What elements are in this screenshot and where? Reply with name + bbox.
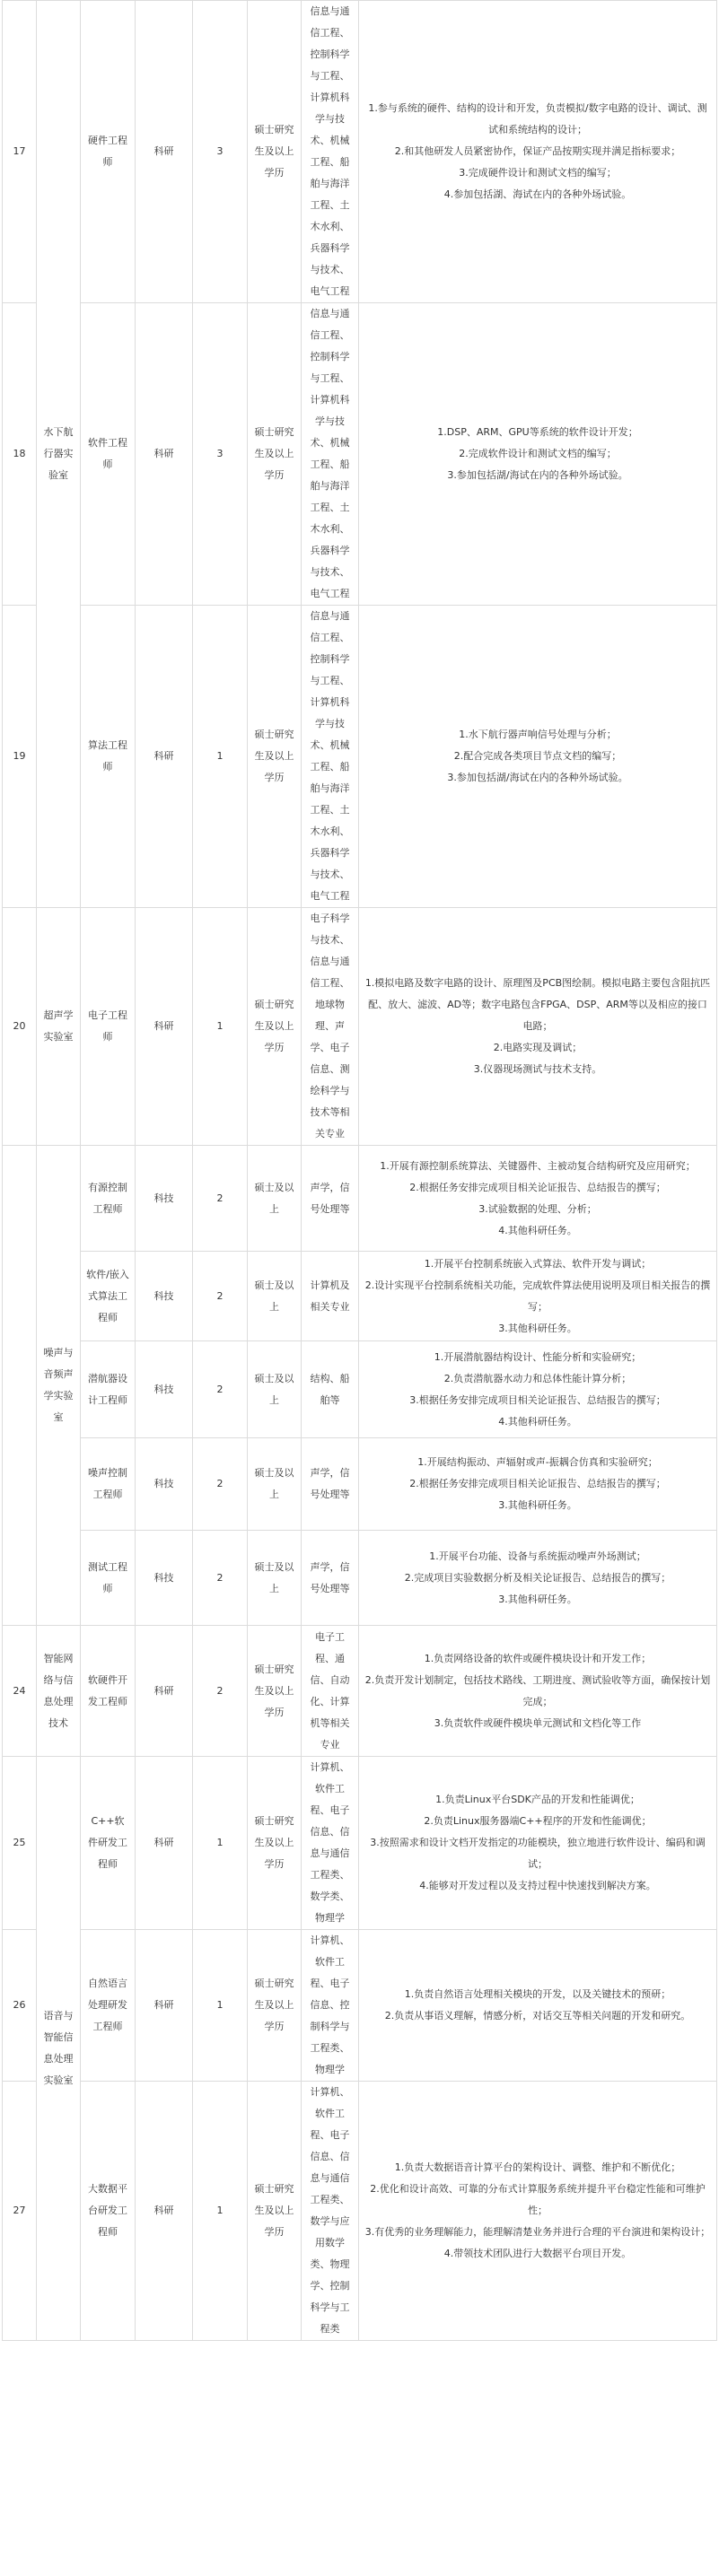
education-requirement: 硕士研究生及以上学历 <box>248 908 302 1146</box>
duty-item: 1.模拟电路及数字电路的设计、原理图及PCB图绘制。模拟电路主要包含阻抗匹配、放大、滤波、AD等；数字电路包含FPGA、DSP、ARM等以及相应的接口电路； <box>364 977 711 1032</box>
major-requirement: 声学，信号处理等 <box>302 1146 359 1252</box>
duty-item: 3.仪器现场测试与技术支持。 <box>473 1063 602 1075</box>
major-requirement: 计算机、软件工程、电子信息、控制科学与工程类、物理学 <box>302 1930 359 2082</box>
duty-item: 4.能够对开发过程以及支持过程中快速找到解决方案。 <box>419 1880 656 1891</box>
headcount: 1 <box>193 908 248 1146</box>
table-row <box>3 1252 717 1341</box>
position-name: C++软件研发工程师 <box>81 1757 136 1930</box>
lab-name: 超声学实验室 <box>37 908 81 1146</box>
position-type: 科研 <box>136 908 193 1146</box>
duty-item: 2.根据任务安排完成项目相关论证报告、总结报告的撰写； <box>409 1181 666 1193</box>
position-name: 噪声控制工程师 <box>81 1438 136 1531</box>
major-requirement: 信息与通信工程、控制科学与工程、计算机科学与技术、机械工程、船舶与海洋工程、土木水利、兵器科学与技术、电气工程 <box>302 1 359 303</box>
job-duties <box>359 1757 717 1930</box>
headcount: 1 <box>193 1757 248 1930</box>
job-duties <box>359 303 717 606</box>
duty-item: 2.负责开发计划制定，包括技术路线、工期进度、测试验收等方面，确保按计划完成； <box>364 1673 711 1707</box>
major-requirement: 结构、船舶等 <box>302 1341 359 1438</box>
duty-item: 4.带领技术团队进行大数据平台项目开发。 <box>443 2248 632 2259</box>
duty-item: 2.负责潜航器水动力和总体性能计算分析； <box>443 1372 632 1384</box>
duty-item: 1.开展潜航器结构设计、性能分析和实验研究； <box>434 1350 642 1363</box>
duty-item: 1.开展有源控制系统算法、关键器件、主被动复合结构研究及应用研究； <box>380 1159 696 1172</box>
job-duties <box>359 1252 717 1341</box>
job-duties <box>359 1930 717 2082</box>
row-number: 17 <box>3 1 37 303</box>
row-number: 27 <box>3 2082 37 2341</box>
duty-item: 3.其他科研任务。 <box>498 1322 577 1334</box>
position-type: 科技 <box>136 1531 193 1626</box>
row-number: 25 <box>3 1757 37 1930</box>
position-name: 潜航器设计工程师 <box>81 1341 136 1438</box>
education-requirement: 硕士及以上 <box>248 1341 302 1438</box>
position-name: 软件/嵌入式算法工程师 <box>81 1252 136 1341</box>
duty-item: 1.水下航行器声响信号处理与分析； <box>459 729 617 740</box>
duty-item: 1.开展平台功能、设备与系统振动噪声外场测试； <box>429 1550 646 1562</box>
position-name: 测试工程师 <box>81 1531 136 1626</box>
row-number: 26 <box>3 1930 37 2082</box>
table-row <box>3 1341 717 1438</box>
duty-item: 2.设计实现平台控制系统相关功能，完成软件算法使用说明及项目相关报告的撰写； <box>364 1279 711 1313</box>
position-type: 科研 <box>136 606 193 908</box>
position-name: 自然语言处理研发工程师 <box>81 1930 136 2082</box>
row-number: 24 <box>3 1626 37 1757</box>
duty-item: 3.有优秀的业务理解能力，能理解清楚业务并进行合理的平台演进和架构设计； <box>364 2226 711 2238</box>
education-requirement: 硕士研究生及以上学历 <box>248 1930 302 2082</box>
position-table <box>2 0 717 2341</box>
table-row <box>3 1 717 303</box>
education-requirement: 硕士及以上 <box>248 1438 302 1531</box>
duty-item: 3.其他科研任务。 <box>498 1593 577 1605</box>
position-name: 有源控制工程师 <box>81 1146 136 1252</box>
table-row <box>3 1626 717 1757</box>
duty-item: 2.优化和设计高效、可靠的分布式计算服务系统并提升平台稳定性能和可维护性； <box>370 2183 706 2216</box>
job-duties <box>359 1146 717 1252</box>
job-duties <box>359 2082 717 2341</box>
major-requirement: 计算机、软件工程、电子信息、信息与通信工程类、数学与应用数学类、物理学、控制科学与工程类 <box>302 2082 359 2341</box>
position-name: 软件工程师 <box>81 303 136 606</box>
education-requirement: 硕士研究生及以上学历 <box>248 2082 302 2341</box>
position-type: 科研 <box>136 1930 193 2082</box>
position-type: 科技 <box>136 1438 193 1531</box>
duty-item: 3.参加包括湖/海试在内的各种外场试验。 <box>447 772 628 783</box>
major-requirement: 信息与通信工程、控制科学与工程、计算机科学与技术、机械工程、船舶与海洋工程、土木水利、兵器科学与技术、电气工程 <box>302 303 359 606</box>
duty-item: 3.参加包括湖/海试在内的各种外场试验。 <box>447 469 628 481</box>
major-requirement: 电子工程、通信、自动化、计算机等相关专业 <box>302 1626 359 1757</box>
duty-item: 2.和其他研发人员紧密协作，保证产品按期实现并满足指标要求； <box>394 145 681 157</box>
position-type: 科技 <box>136 1146 193 1252</box>
education-requirement: 硕士及以上 <box>248 1252 302 1341</box>
table-row <box>3 1757 717 1930</box>
headcount: 1 <box>193 2082 248 2341</box>
position-type: 科研 <box>136 1626 193 1757</box>
table-row <box>3 303 717 606</box>
position-name: 大数据平台研发工程师 <box>81 2082 136 2341</box>
major-requirement: 声学，信号处理等 <box>302 1531 359 1626</box>
education-requirement: 硕士及以上 <box>248 1146 302 1252</box>
position-table-body <box>3 1 717 2341</box>
position-type: 科技 <box>136 1341 193 1438</box>
lab-name: 智能网络与信息处理技术 <box>37 1626 81 1757</box>
position-name: 硬件工程师 <box>81 1 136 303</box>
duty-item: 1.负责自然语言处理相关模块的开发，以及关键技术的预研； <box>404 1988 671 2000</box>
headcount: 3 <box>193 1 248 303</box>
position-name: 软硬件开发工程师 <box>81 1626 136 1757</box>
duty-item: 3.完成硬件设计和测试文档的编写； <box>459 167 617 179</box>
table-row <box>3 1146 717 1252</box>
table-row <box>3 1531 717 1626</box>
job-duties <box>359 1 717 303</box>
position-name: 算法工程师 <box>81 606 136 908</box>
duty-item: 1.负责Linux平台SDK产品的开发和性能调优； <box>435 1794 640 1805</box>
job-duties <box>359 1341 717 1438</box>
duty-item: 1.开展结构振动、声辐射或声-振耦合仿真和实验研究； <box>417 1456 658 1468</box>
major-requirement: 计算机及相关专业 <box>302 1252 359 1341</box>
duty-item: 2.完成软件设计和测试文档的编写； <box>459 448 617 459</box>
duty-item: 1.负责大数据语音计算平台的架构设计、调整、维护和不断优化； <box>394 2161 681 2173</box>
job-duties <box>359 1438 717 1531</box>
duty-item: 4.其他科研任务。 <box>498 1415 577 1428</box>
job-duties <box>359 908 717 1146</box>
job-duties <box>359 606 717 908</box>
headcount: 2 <box>193 1626 248 1757</box>
position-type: 科研 <box>136 1757 193 1930</box>
duty-item: 1.负责网络设备的软件或硬件模块设计和开发工作； <box>424 1652 652 1664</box>
position-type: 科研 <box>136 1 193 303</box>
headcount: 2 <box>193 1341 248 1438</box>
lab-name: 水下航行器实验室 <box>37 1 81 908</box>
duty-item: 3.其他科研任务。 <box>498 1499 577 1511</box>
table-row <box>3 606 717 908</box>
duty-item: 4.参加包括湖、海试在内的各种外场试验。 <box>443 188 632 200</box>
duty-item: 3.试验数据的处理、分析； <box>478 1202 597 1215</box>
headcount: 1 <box>193 1930 248 2082</box>
duty-item: 2.完成项目实验数据分析及相关论证报告、总结报告的撰写； <box>404 1571 671 1584</box>
duty-item: 3.根据任务安排完成项目相关论证报告、总结报告的撰写； <box>409 1393 666 1406</box>
duty-item: 2.负责Linux服务器端C++程序的开发和性能调优； <box>424 1815 652 1827</box>
table-row <box>3 908 717 1146</box>
position-name: 电子工程师 <box>81 908 136 1146</box>
headcount: 2 <box>193 1146 248 1252</box>
education-requirement: 硕士研究生及以上学历 <box>248 606 302 908</box>
major-requirement: 电子科学与技术、信息与通信工程、地球物理、声学、电子信息、测绘科学与技术等相关专业 <box>302 908 359 1146</box>
headcount: 1 <box>193 606 248 908</box>
headcount: 3 <box>193 303 248 606</box>
education-requirement: 硕士研究生及以上学历 <box>248 303 302 606</box>
headcount: 2 <box>193 1438 248 1531</box>
education-requirement: 硕士研究生及以上学历 <box>248 1626 302 1757</box>
position-type: 科研 <box>136 303 193 606</box>
job-duties <box>359 1531 717 1626</box>
headcount: 2 <box>193 1252 248 1341</box>
major-requirement: 计算机、软件工程、电子信息、信息与通信工程类、数学类、物理学 <box>302 1757 359 1930</box>
job-duties <box>359 1626 717 1757</box>
duty-item: 1.DSP、ARM、GPU等系统的软件设计开发； <box>437 426 638 438</box>
duty-item: 2.负责从事语义理解，情感分析，对话交互等相关问题的开发和研究。 <box>384 2010 691 2022</box>
table-row <box>3 1930 717 2082</box>
headcount: 2 <box>193 1531 248 1626</box>
row-number <box>3 1146 37 1626</box>
education-requirement: 硕士及以上 <box>248 1531 302 1626</box>
duty-item: 2.配合完成各类项目节点文档的编写； <box>453 750 622 762</box>
duty-item: 2.电路实现及调试； <box>493 1042 583 1053</box>
position-type: 科技 <box>136 1252 193 1341</box>
duty-item: 3.按照需求和设计文档开发指定的功能模块，独立地进行软件设计、编码和调试； <box>370 1837 706 1870</box>
lab-name: 语音与智能信息处理实验室 <box>37 1757 81 2341</box>
table-row <box>3 1438 717 1531</box>
duty-item: 3.负责软件或硬件模块单元测试和文档化等工作 <box>434 1716 642 1729</box>
position-type: 科研 <box>136 2082 193 2341</box>
major-requirement: 信息与通信工程、控制科学与工程、计算机科学与技术、机械工程、船舶与海洋工程、土木水利、兵器科学与技术、电气工程 <box>302 606 359 908</box>
duty-item: 1.参与系统的硬件、结构的设计和开发，负责模拟/数字电路的设计、调试、测试和系统结构的设计； <box>368 102 707 135</box>
lab-name: 噪声与音频声学实验室 <box>37 1146 81 1626</box>
duty-item: 4.其他科研任务。 <box>498 1224 577 1236</box>
education-requirement: 硕士研究生及以上学历 <box>248 1 302 303</box>
table-row <box>3 2082 717 2341</box>
row-number: 19 <box>3 606 37 908</box>
duty-item: 1.开展平台控制系统嵌入式算法、软件开发与调试； <box>424 1257 652 1270</box>
major-requirement: 声学，信号处理等 <box>302 1438 359 1531</box>
duty-item: 2.根据任务安排完成项目相关论证报告、总结报告的撰写； <box>409 1478 666 1489</box>
row-number: 18 <box>3 303 37 606</box>
row-number: 20 <box>3 908 37 1146</box>
education-requirement: 硕士研究生及以上学历 <box>248 1757 302 1930</box>
